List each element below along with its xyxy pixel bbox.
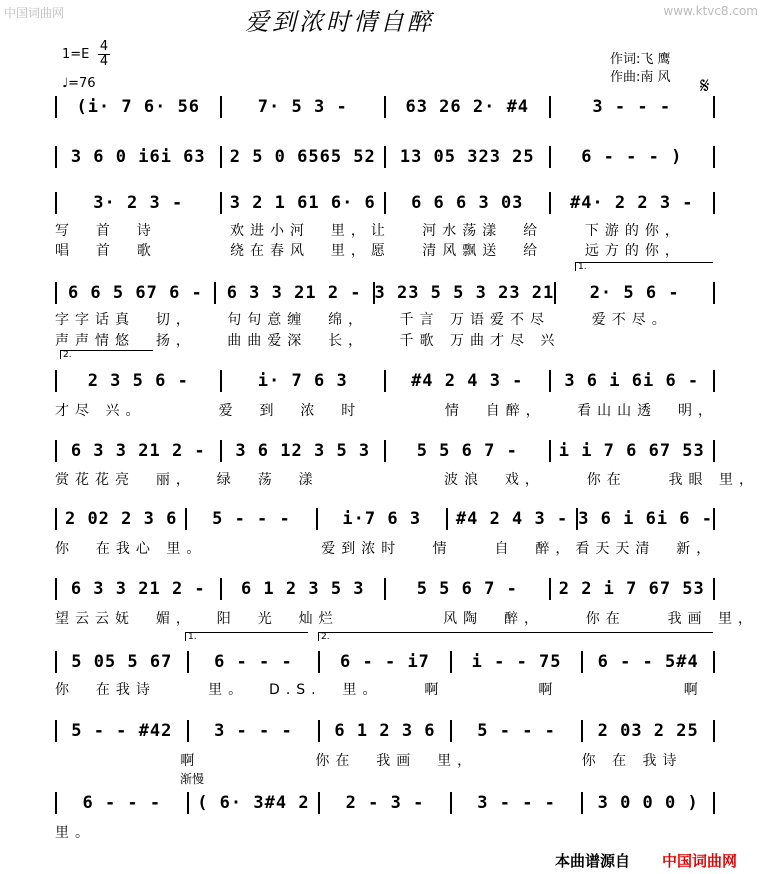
key-signature: 1=E [62,47,90,62]
measure: 6 1 2 3 6 [334,721,436,741]
measure: 7· 5 3 - [257,97,348,117]
measure: 5 - - - [477,721,556,741]
lyric-line: 声声情悠 扬， 曲曲爱深 长， 千歌 万曲才尽 兴 [55,333,561,349]
barline [713,651,715,673]
measure: 2 3 5 6 - [87,371,189,391]
lyric-line: 赏花花亮 丽， 绿 荡 漾 波浪 戏， 你在 我眼 里， [55,472,759,488]
first-ending-bracket: 1. [575,262,713,271]
measure: 6 6 6 3 03 [411,193,524,213]
segno-icon: 𝄋 [700,74,710,99]
measure: 3 - - - [214,721,293,741]
lyric-line: 你 在我心 里。 爱到浓时 情 自 醉，看天天清 新， [55,541,717,557]
score-row [55,282,715,304]
measure: 3· 2 3 - [93,193,184,213]
score-row [55,96,715,118]
measure: 3 2 1 61 6· 6 [229,193,376,213]
barline [713,792,715,814]
lyric-line: 啊 你在 我画 里， 你 在 我诗 [55,753,683,769]
barline [713,370,715,392]
measure: 6 - - - [214,652,293,672]
first-ending-bracket: 1. [185,632,308,641]
measure: 6 3 3 21 2 - [70,441,206,461]
measure: 5 - - #42 [71,721,173,741]
lyric-line: 你 在我诗 里。 D.S. 里。 啊 啊 啊 [55,682,704,698]
measure: 3 6 0 i6i 63 [70,147,206,167]
measure: i - - 75 [471,652,562,672]
measure: 2 02 2 3 6 [64,509,178,529]
barline [713,96,715,118]
measure: 2 2 i 7 67 53 [558,579,705,599]
ritardando-marking: 渐慢 [180,772,205,786]
composer-credit: 作曲:南 风 [610,70,671,85]
measure: 3 6 12 3 5 3 [235,441,371,461]
lyric-line: 写 首 诗 欢进小河 里，让 河水荡漾 给 下游的你， [55,223,685,239]
barline [713,440,715,462]
barline [713,282,715,304]
lyric-line: 唱 首 歌 绕在春风 里，愿 清风飘送 给 远方的你， [55,243,685,259]
measure: 6 - - 5#4 [597,652,699,672]
score-row [55,440,715,462]
time-denominator: 4 [99,54,109,69]
measure: 3 0 0 0 ) [597,793,699,813]
second-ending-bracket: 2. [60,350,153,359]
measure: 3 - - - [477,793,556,813]
measure: #4 2 4 3 - [411,371,524,391]
measure: ( 6· 3#4 2 [197,793,310,813]
barline [713,720,715,742]
tempo-marking: ♩=76 [62,76,96,91]
measure: 3 6 i 6i 6 - [578,509,714,529]
measure: 6 3 3 21 2 - [226,283,362,303]
song-title: 爱到浓时情自醉 [245,8,434,36]
lyricist-credit: 作词:飞 鹰 [610,52,671,67]
measure: 13 05 323 25 [399,147,535,167]
measure: 5 - - - [212,509,291,529]
measure: 6 6 5 67 6 - [67,283,203,303]
footer-site-name: 中国词曲网 [662,852,738,870]
watermark-right: www.ktvc8.com [663,4,758,18]
lyric-line: 字字话真 切， 句句意缠 绵， 千言 万语爱不尽 爱不尽。 [55,312,672,328]
lyric-line: 里。 [55,825,95,841]
watermark-left: 中国词曲网 [4,6,65,20]
footer-source-label: 本曲谱源自 [555,852,631,870]
time-numerator: 4 [99,39,109,54]
measure: 3 - - - [592,97,672,117]
barline [713,578,715,600]
measure: 63 26 2· #4 [405,97,530,117]
measure: 3 6 i 6i 6 - [564,371,700,391]
score-row [55,578,715,600]
score-row [55,370,715,392]
measure: i· 7 6 3 [257,371,348,391]
measure: #4· 2 2 3 - [569,193,694,213]
measure: 5 05 5 67 [71,652,173,672]
barline [713,146,715,168]
lyric-line: 望云云妩 媚， 阳 光 灿烂 风陶 醉， 你在 我画 里， [55,611,759,627]
measure: 2 5 0 6565 52 [229,147,376,167]
measure: 2· 5 6 - [589,283,680,303]
measure: 6 3 3 21 2 - [70,579,206,599]
score-row [55,146,715,168]
measure: 6 1 2 3 5 3 [240,579,365,599]
measure: i·7 6 3 [342,509,422,529]
measure: i i 7 6 67 53 [558,441,705,461]
measure: (i· 7 6· 56 [76,97,201,117]
time-signature [98,40,110,69]
measure: 5 5 6 7 - [416,441,518,461]
lyric-line: 才尽 兴。 爱 到 浓 时 情 自醉， 看山山透 明， [55,403,719,419]
barline [713,192,715,214]
score-row [55,792,715,814]
measure: 2 - 3 - [345,793,425,813]
measure: 6 - - - [82,793,162,813]
measure: 3 23 5 5 3 23 21 [374,283,555,303]
measure: 2 03 2 25 [597,721,699,741]
score-row [55,651,715,673]
measure: #4 2 4 3 - [455,509,569,529]
measure: 5 5 6 7 - [416,579,518,599]
measure: 6 - - i7 [340,652,430,672]
barline [713,508,715,530]
score-row [55,720,715,742]
score-row [55,192,715,214]
score-row [55,508,715,530]
second-ending-bracket: 2. [318,632,713,641]
measure: 6 - - - ) [581,147,683,167]
